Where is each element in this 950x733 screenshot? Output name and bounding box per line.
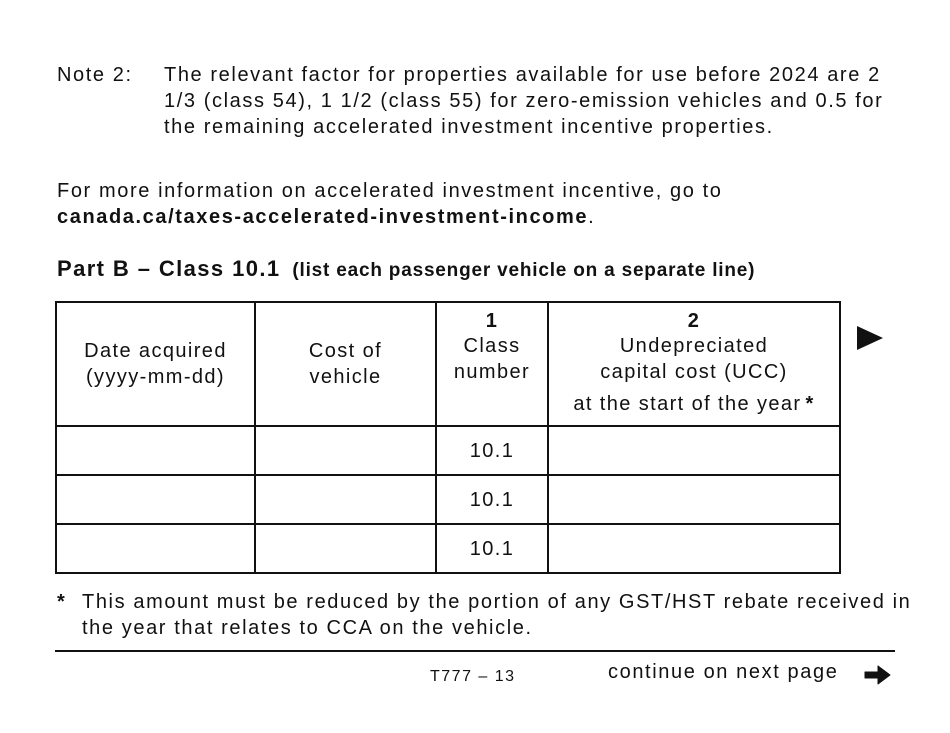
note-text: The relevant factor for properties available for use before 2024 are 2 1/3 (class 54), 1 1/2 (class 55) for zero-emission vehicles and 0.5 for the remaining accelerated investment incentive properties.: [164, 64, 884, 138]
cost-of-vehicle-cell[interactable]: [255, 426, 436, 475]
header-ucc-line3: [549, 391, 839, 417]
more-info-link[interactable]: canada.ca/taxes-accelerated-investment-income: [57, 206, 589, 228]
header-class-number: [436, 302, 548, 426]
cost-of-vehicle-cell[interactable]: [255, 475, 436, 524]
header-cost-line2: vehicle: [309, 366, 382, 388]
table-header-row: [56, 302, 840, 426]
header-date-line2: (yyyy-mm-dd): [85, 366, 225, 388]
footnote-asterisk: *: [57, 591, 67, 613]
footnote-text: This amount must be reduced by the portion of any GST/HST rebate received in the year that relates to CCA on the vehicle.: [82, 591, 912, 639]
play-arrow-icon: [857, 326, 883, 350]
header-ucc-line3-text: at the start of the year: [573, 393, 802, 415]
page-number: T777 – 13: [430, 668, 516, 685]
header-ucc-line2: capital cost (UCC): [600, 361, 788, 383]
more-info-suffix: .: [588, 206, 596, 228]
table-row: [56, 426, 840, 475]
bold-arrow-right-icon[interactable]: [864, 664, 892, 686]
note-label: Note 2:: [57, 64, 133, 86]
date-acquired-cell[interactable]: [56, 426, 255, 475]
date-acquired-cell[interactable]: [56, 524, 255, 573]
ucc-cell[interactable]: [548, 524, 840, 573]
class-number-cell: 10.1: [436, 524, 548, 573]
column-number-2: 2: [687, 310, 701, 332]
part-b-subtitle: (list each passenger vehicle on a separate line): [292, 260, 756, 281]
note-2: [57, 62, 917, 140]
continue-text[interactable]: continue on next page: [608, 661, 839, 683]
footer-divider: [55, 650, 895, 652]
part-b-title: Part B – Class 10.1: [57, 256, 281, 281]
header-ucc-line1: Undepreciated: [619, 335, 769, 357]
table-row: [56, 524, 840, 573]
more-info: [57, 178, 917, 230]
class-number-cell: 10.1: [436, 426, 548, 475]
class-10-1-table: [55, 301, 841, 574]
header-ucc-asterisk: *: [805, 393, 815, 415]
date-acquired-cell[interactable]: [56, 475, 255, 524]
header-class-line2: number: [453, 361, 531, 383]
header-date-line1: Date acquired: [84, 340, 227, 362]
footnote: [57, 589, 917, 641]
ucc-cell[interactable]: [548, 426, 840, 475]
class-number-cell: 10.1: [436, 475, 548, 524]
header-cost-line1: Cost of: [308, 340, 383, 362]
header-date-acquired: [56, 302, 255, 426]
more-info-text: For more information on accelerated investment incentive, go to: [57, 180, 723, 202]
header-ucc: [548, 302, 840, 426]
table-row: [56, 475, 840, 524]
part-b-heading: [57, 256, 755, 282]
cost-of-vehicle-cell[interactable]: [255, 524, 436, 573]
header-cost-of-vehicle: [255, 302, 436, 426]
ucc-cell[interactable]: [548, 475, 840, 524]
column-number-1: 1: [485, 310, 499, 332]
header-class-line1: Class: [463, 335, 521, 357]
